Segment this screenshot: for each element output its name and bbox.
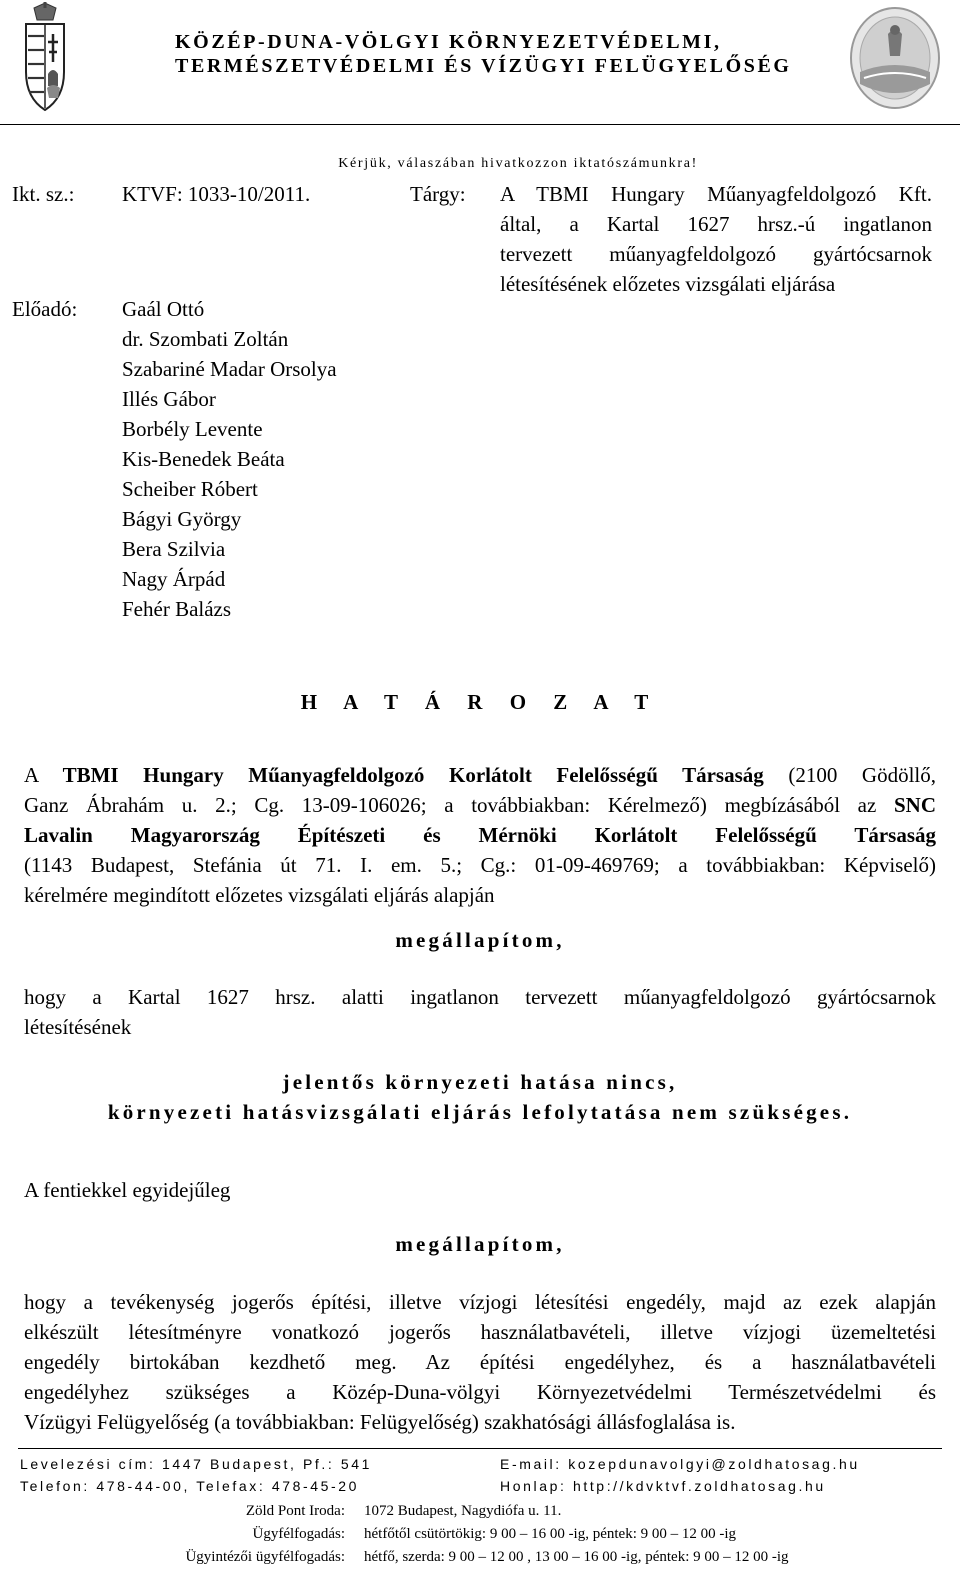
authority-name [175, 30, 815, 78]
footer-address: Levelezési cím: 1447 Budapest, Pf.: 541 [20, 1456, 372, 1472]
presenter-name: Bera Szilvia [122, 537, 226, 561]
condition-line: engedély birtokában kezdhető meg. Az építési engedélyhez, és a használatbavételi [24, 1350, 936, 1374]
conclusion-line: jelentős környezeti hatása nincs, [282, 1070, 678, 1094]
footer-office-label: Zöld Pont Iroda: [245, 1503, 345, 1519]
presenter-name: Fehér Balázs [122, 597, 232, 621]
intro-line [24, 820, 936, 850]
header-divider [0, 124, 960, 125]
footer-web: Honlap: http://kdvktvf.zoldhatosag.hu [500, 1478, 826, 1494]
footer-office-value: 1072 Budapest, Nagydiófa u. 11. [364, 1503, 562, 1519]
applicant-name: TBMI Hungary Műanyagfeldolgozó Korlátolt Felelősségű Társaság [62, 763, 764, 787]
subject-line: tervezett műanyagfeldolgozó gyártócsarnok [500, 242, 932, 266]
conclusion-line: környezeti hatásvizsgálati eljárás lefolytatása nem szükséges. [107, 1100, 853, 1124]
subject-text [500, 179, 932, 299]
presenter-name: Borbély Levente [122, 417, 263, 441]
authority-name-line2: TERMÉSZETVÉDELMI ÉS VÍZÜGYI FELÜGYELŐSÉG [175, 55, 792, 77]
presenter-name: Scheiber Róbert [122, 477, 258, 501]
coat-of-arms-logo [22, 2, 68, 114]
presenter-label: Előadó: [12, 297, 78, 321]
declaration-2: megállapítom, [395, 1232, 565, 1256]
authority-name-line1: KÖZÉP-DUNA-VÖLGYI KÖRNYEZETVÉDELMI, [175, 31, 722, 53]
presenter-name: Bágyi György [122, 507, 242, 531]
condition-line: hogy a tevékenység jogerős építési, illetve vízjogi létesítési engedély, majd az ezek alapján [24, 1290, 936, 1314]
presenter-name: Nagy Árpád [122, 567, 226, 591]
representative-name-start: SNC [893, 793, 936, 817]
intro-line: A TBMI Hungary Műanyagfeldolgozó Korlátolt Felelősségű Társaság (2100 Gödöllő, [24, 763, 936, 787]
presenter-name: Illés Gábor [122, 387, 216, 411]
presenter-name: dr. Szombati Zoltán [122, 327, 289, 351]
intro-line: (1143 Budapest, Stefánia út 71. I. em. 5.; Cg.: 01-09-469769; a továbbiakban: Képviselő) [24, 853, 936, 877]
footer-client-value: hétfőtől csütörtökig: 9 00 – 16 00 -ig, péntek: 9 00 – 12 00 -ig [364, 1526, 737, 1542]
reference-request: Kérjük, válaszában hivatkozzon iktatószámunkra! [338, 156, 698, 171]
footer-divider [18, 1448, 942, 1449]
presenter-name: Gaál Ottó [122, 297, 205, 321]
condition-line: Vízügyi Felügyelőség (a továbbiakban: Felügyelőség) szakhatósági állásfoglalása is. [24, 1410, 736, 1434]
representative-name: Lavalin Magyarország Építészeti és Mérnöki Korlátolt Felelősségű Társaság [24, 823, 936, 847]
presenter-list [122, 294, 337, 624]
footer-case-value: hétfő, szerda: 9 00 – 12 00 , 13 00 – 16 00 -ig, péntek: 9 00 – 12 00 -ig [364, 1549, 789, 1565]
finding-line: hogy a Kartal 1627 hrsz. alatti ingatlanon tervezett műanyagfeldolgozó gyártócsarnok [24, 985, 936, 1009]
subject-line: A TBMI Hungary Műanyagfeldolgozó Kft. [500, 182, 932, 206]
also-line: A fentiekkel egyidejűleg [24, 1178, 231, 1202]
decision-title: H A T Á R O Z A T [300, 690, 660, 714]
declaration-1: megállapítom, [395, 928, 565, 952]
subject-line: által, a Kartal 1627 hrsz.-ú ingatlanon [500, 212, 932, 236]
finding-line: létesítésének [24, 1015, 132, 1039]
intro-line: Ganz Ábrahám u. 2.; Cg. 13-09-106026; a továbbiakban: Kérelmező) megbízásából az SNC [24, 793, 936, 817]
footer-phone: Telefon: 478-44-00, Telefax: 478-45-20 [20, 1478, 360, 1494]
conclusion [0, 1067, 960, 1127]
finding-paragraph [24, 982, 936, 1042]
footer-case-label: Ügyintézői ügyfélfogadás: [185, 1549, 345, 1565]
footer-email: E-mail: kozepdunavolgyi@zoldhatosag.hu [500, 1456, 860, 1472]
authority-seal-logo [848, 6, 942, 110]
intro-paragraph [24, 760, 936, 910]
condition-line: elkészült létesítményre vonatkozó jogerős használatbavételi, illetve vízjogi üzemeltetési [24, 1320, 936, 1344]
subject-label: Tárgy: [410, 182, 466, 206]
presenter-name: Szabariné Madar Orsolya [122, 357, 337, 381]
intro-line: kérelmére megindított előzetes vizsgálati eljárás alapján [24, 883, 495, 907]
presenter-name: Kis-Benedek Beáta [122, 447, 285, 471]
subject-line: létesítésének előzetes vizsgálati eljárása [500, 272, 836, 296]
ikt-label: Ikt. sz.: [12, 182, 75, 206]
ikt-value: KTVF: 1033-10/2011. [122, 182, 311, 206]
condition-line: engedélyhez szükséges a Közép-Duna-völgyi Környezetvédelmi Természetvédelmi és [24, 1380, 936, 1404]
footer-client-label: Ügyfélfogadás: [252, 1526, 345, 1542]
condition-paragraph [24, 1287, 936, 1437]
